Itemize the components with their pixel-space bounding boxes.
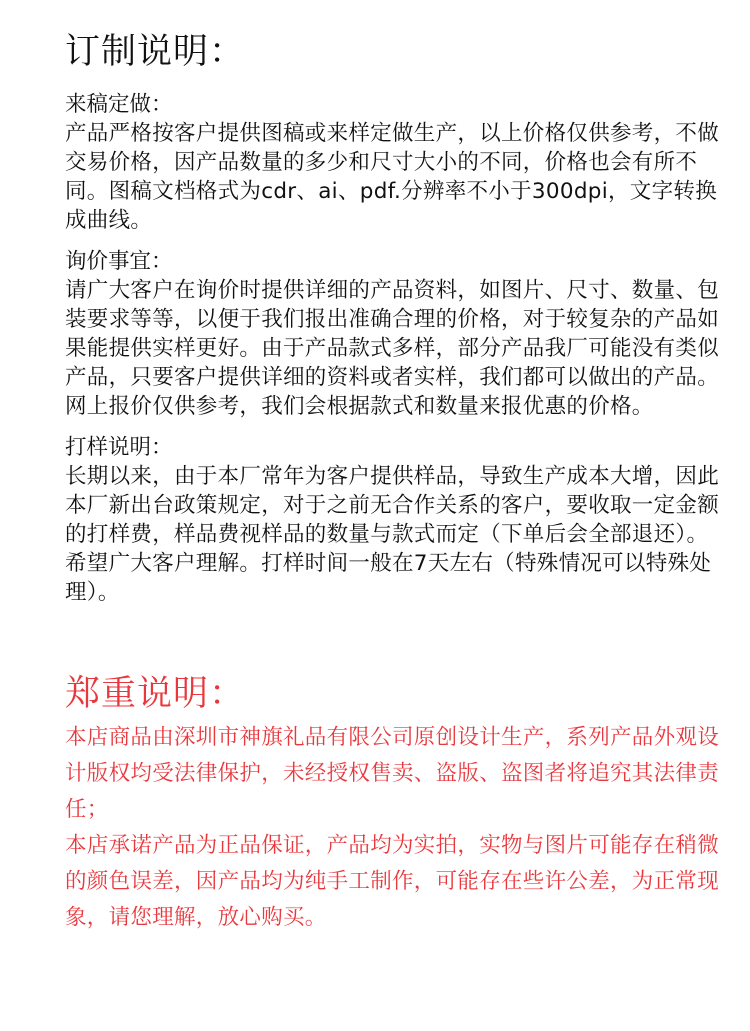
section-sample [65, 433, 725, 607]
customization-block [65, 28, 725, 619]
notice-paragraph-copyright: 本店商品由深圳市神旗礼品有限公司原创设计生产，系列产品外观设计版权均受法律保护，未经授权售卖、盗版、盗图者将追究其法律责任； [65, 725, 720, 822]
notice-block [65, 670, 725, 936]
section-heading: 来稿定做： [65, 92, 173, 117]
notice-paragraph-guarantee: 本店承诺产品为正品保证，产品均为实拍，实物与图片可能存在稍微的颜色误差，因产品均为纯手工制作，可能存在些许公差，为正常现象，请您理解，放心购买。 [65, 833, 720, 930]
section-heading: 打样说明： [65, 435, 173, 460]
section-text: 产品严格按客户提供图稿或来样定做生产，以上价格仅供参考，不做交易价格，因产品数量的多少和尺寸大小的不同，价格也会有所不同。图稿文档格式为cdr、ai、pdf.分辨率不小于300dpi，文字转换成曲线。 [65, 121, 720, 233]
section-text: 请广大客户在询价时提供详细的产品资料，如图片、尺寸、数量、包装要求等等，以便于我们报出准确合理的价格，对于较复杂的产品如果能提供实样更好。由于产品款式多样，部分产品我厂可能没有类似产品，只要客户提供详细的资料或者实样，我们都可以做出的产品。网上报价仅供参考，我们会根据款式和数量来报优惠的价格。 [65, 278, 720, 419]
section-heading: 询价事宜： [65, 249, 173, 274]
section-custom-order [65, 90, 725, 235]
notice-title: 郑重说明： [65, 674, 246, 714]
section-inquiry [65, 247, 725, 421]
customization-title: 订制说明： [65, 32, 246, 72]
section-text: 长期以来，由于本厂常年为客户提供样品，导致生产成本大增，因此本厂新出台政策规定，对于之前无合作关系的客户，要收取一定金额的打样费，样品费视样品的数量与款式而定（下单后会全部退还）。希望广大客户理解。打样时间一般在7天左右（特殊情况可以特殊处理）。 [65, 464, 720, 605]
